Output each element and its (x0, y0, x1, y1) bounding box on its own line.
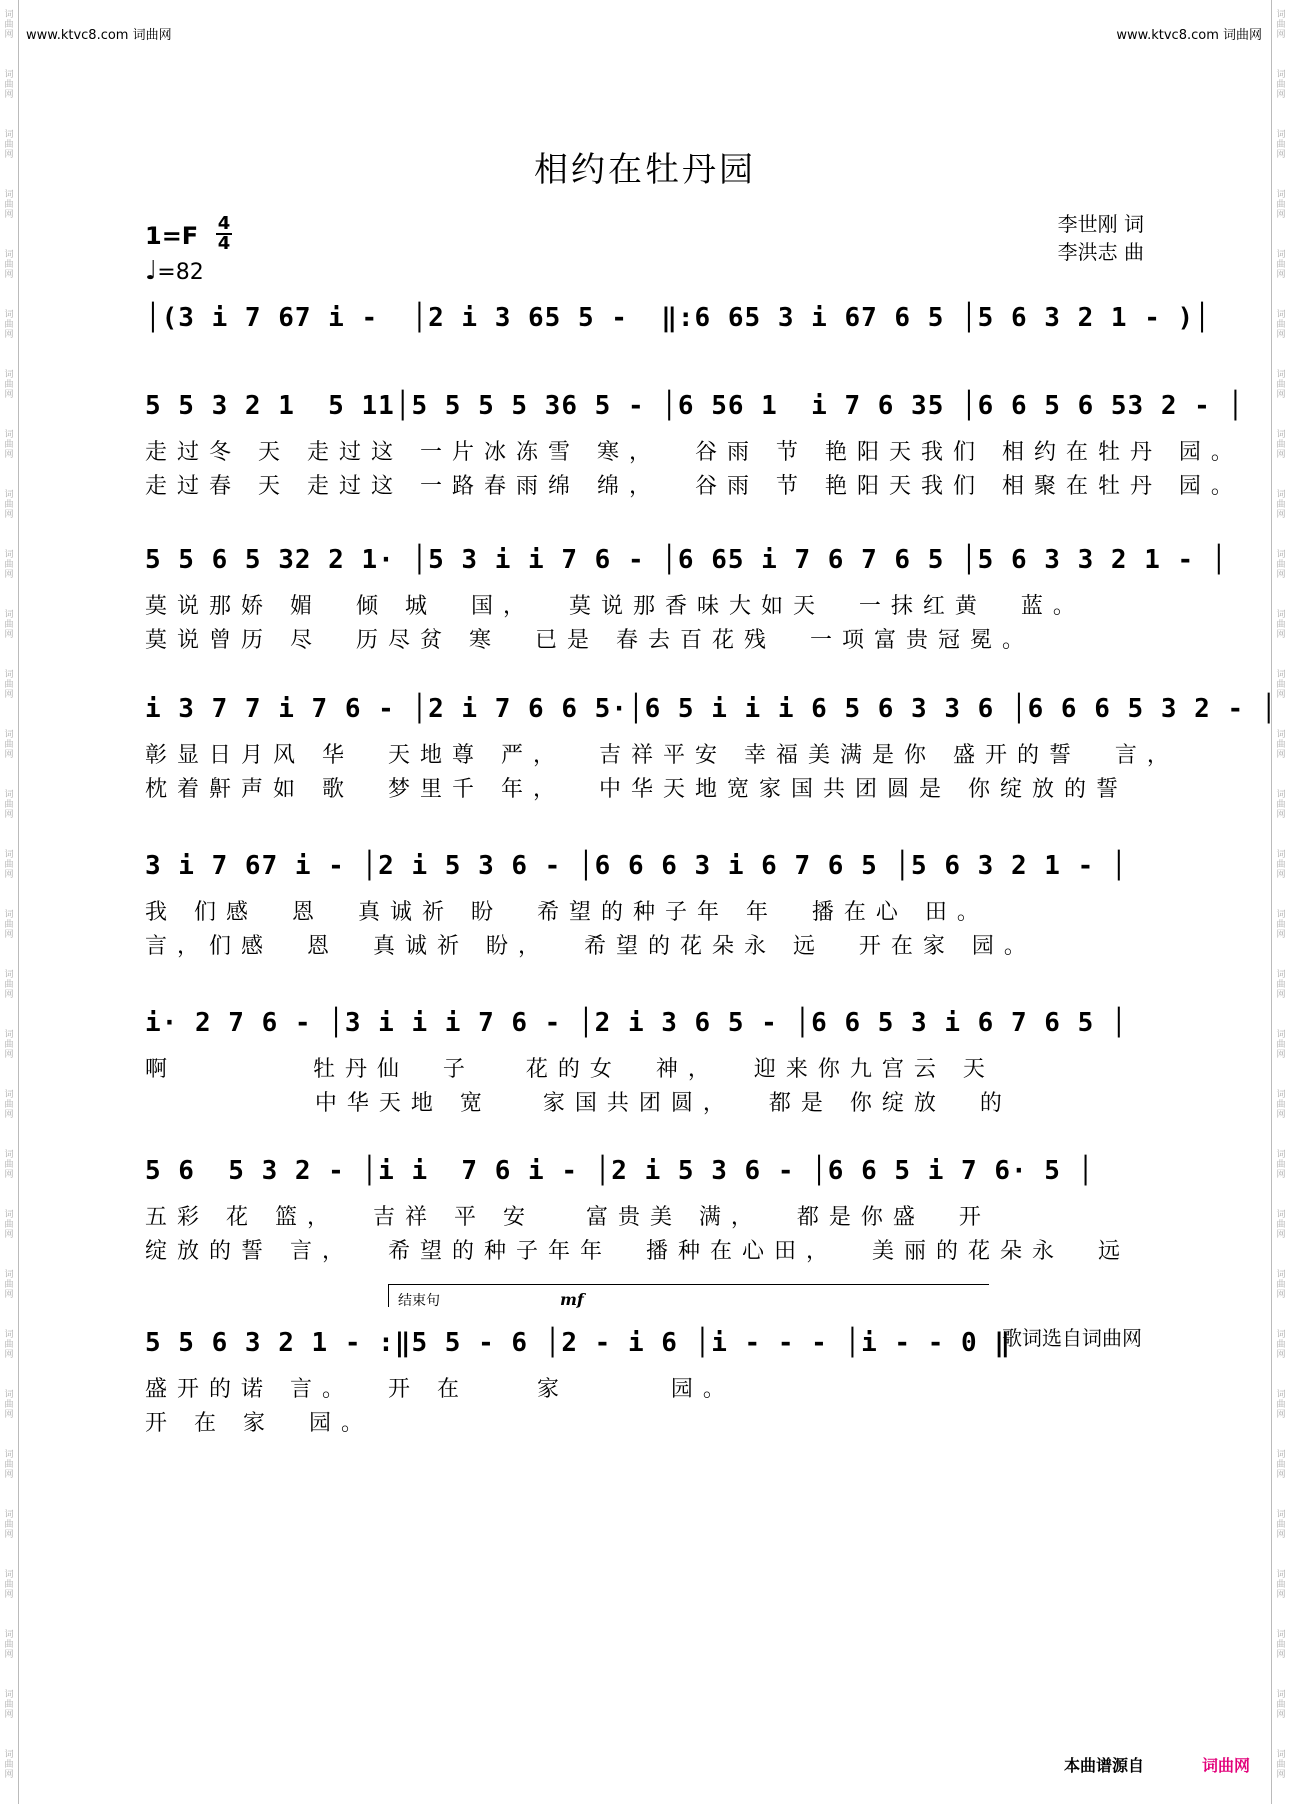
watermark-text: 词 曲 网 (4, 670, 14, 700)
lyrics-verse-1: 走过冬 天 走过这 一片冰冻雪 寒， 谷雨 节 艳阳天我们 相约在牡丹 园。 (145, 440, 1243, 465)
watermark-text: 词 曲 网 (1276, 1270, 1286, 1300)
watermark-text: 词 曲 网 (4, 1630, 14, 1660)
dynamic-marking: mf (560, 1290, 584, 1309)
watermark-text: 词 曲 网 (4, 430, 14, 460)
song-title: 相约在牡丹园 (534, 150, 756, 190)
watermark-text: 词 曲 网 (1276, 1210, 1286, 1240)
lyrics-verse-2: 中华天地 宽 家国共团圆， 都是 你绽放 的 (145, 1091, 1012, 1116)
watermark-text: 词 曲 网 (1276, 790, 1286, 820)
quarter-note-icon: ♩ (145, 256, 158, 286)
lyrics-verse-2: 开 在 家 园。 (145, 1411, 373, 1436)
watermark-text: 词 曲 网 (4, 10, 14, 40)
watermark-text: 词 曲 网 (1276, 1450, 1286, 1480)
watermark-text: 词 曲 网 (1276, 1330, 1286, 1360)
lyrics-verse-2: 枕着鼾声如 歌 梦里千 年， 中华天地宽家国共团圆是 你绽放的誓 (145, 777, 1128, 802)
watermark-text: 词 曲 网 (4, 1090, 14, 1120)
notation-line: 5 5 6 3 2 1 - :‖5 5 - 6 │2 - i 6 │i - - - │i - - 0 ‖ (145, 1328, 1011, 1358)
key-signature: 1=F (145, 222, 199, 250)
notation-line: i 3 7 7 i 7 6 - │2 i 7 6 6 5·│6 5 i i i 6 5 6 3 3 6 │6 6 6 5 3 2 - │ (145, 694, 1278, 724)
watermark-text: 词 曲 网 (1276, 1390, 1286, 1420)
watermark-text: 词 曲 网 (4, 1750, 14, 1780)
watermark-text: 词 曲 网 (1276, 130, 1286, 160)
footer-brand-link[interactable]: 词曲网 (1201, 1756, 1250, 1775)
ending-bracket (388, 1284, 989, 1307)
lyrics-verse-2: 言，们感 恩 真诚祈 盼， 希望的花朵永 远 开在家 园。 (145, 934, 1036, 959)
watermark-text: 词 曲 网 (1276, 430, 1286, 460)
footer (1064, 1753, 1250, 1776)
watermark-text: 词 曲 网 (1276, 610, 1286, 640)
watermark-text: 词 曲 网 (4, 250, 14, 280)
notation-line: 3 i 7 67 i - │2 i 5 3 6 - │6 6 6 3 i 6 7 6 5 │5 6 3 2 1 - │ (145, 851, 1128, 881)
watermark-text: 词 曲 网 (1276, 10, 1286, 40)
watermark-text: 词 曲 网 (4, 1150, 14, 1180)
watermark-text: 词 曲 网 (4, 790, 14, 820)
watermark-text: 词 曲 网 (4, 70, 14, 100)
watermark-text: 词 曲 网 (1276, 910, 1286, 940)
watermark-text: 词 曲 网 (4, 610, 14, 640)
watermark-text: 词 曲 网 (4, 1030, 14, 1060)
site-link-left[interactable]: www.ktvc8.com 词曲网 (26, 28, 172, 43)
watermark-text: 词 曲 网 (1276, 70, 1286, 100)
watermark-text: 词 曲 网 (1276, 850, 1286, 880)
watermark-text: 词 曲 网 (1276, 1090, 1286, 1120)
lyrics-verse-1: 莫说那娇 媚 倾 城 国， 莫说那香味大如天 一抹红黄 蓝。 (145, 594, 1085, 619)
watermark-text: 词 曲 网 (1276, 370, 1286, 400)
watermark-text: 词 曲 网 (1276, 1750, 1286, 1780)
composer-credit: 李洪志 曲 (1057, 240, 1144, 264)
watermark-text: 词 曲 网 (4, 130, 14, 160)
watermark-text: 词 曲 网 (1276, 190, 1286, 220)
watermark-text: 词 曲 网 (4, 370, 14, 400)
source-note: 歌词选自词曲网 (1002, 1326, 1142, 1350)
watermark-text: 词 曲 网 (1276, 490, 1286, 520)
notation-line: i· 2 7 6 - │3 i i i 7 6 - │2 i 3 6 5 - │6 6 5 3 i 6 7 6 5 │ (145, 1008, 1128, 1038)
watermark-text: 词 曲 网 (4, 1390, 14, 1420)
watermark-text: 词 曲 网 (1276, 1690, 1286, 1720)
footer-label: 本曲谱源自 (1063, 1756, 1144, 1775)
lyrics-verse-2: 绽放的誓 言， 希望的种子年年 播种在心田， 美丽的花朵永 远 (145, 1239, 1130, 1264)
watermark-text: 词 曲 网 (1276, 670, 1286, 700)
time-signature (216, 215, 232, 253)
lyricist-credit: 李世刚 词 (1057, 212, 1144, 236)
watermark-text: 词 曲 网 (4, 1510, 14, 1540)
watermark-text: 词 曲 网 (4, 310, 14, 340)
tempo-value: =82 (157, 260, 204, 285)
ending-label: 结束句 (398, 1293, 440, 1309)
lyrics-verse-1: 盛开的诺 言。 开 在 家 园。 (145, 1377, 735, 1402)
notation-line: 5 5 6 5 32 2 1· │5 3 i i 7 6 - │6 65 i 7 6 7 6 5 │5 6 3 3 2 1 - │ (145, 545, 1228, 575)
lyrics-verse-1: 我 们感 恩 真诚祈 盼 希望的种子年 年 播在心 田。 (145, 900, 989, 925)
notation-line: 5 6 5 3 2 - │i i 7 6 i - │2 i 5 3 6 - │6 6 5 i 7 6· 5 │ (145, 1156, 1095, 1186)
watermark-text: 词 曲 网 (1276, 730, 1286, 760)
watermark-text: 词 曲 网 (4, 730, 14, 760)
watermark-text: 词 曲 网 (4, 550, 14, 580)
watermark-text: 词 曲 网 (1276, 250, 1286, 280)
watermark-text: 词 曲 网 (1276, 550, 1286, 580)
watermark-text: 词 曲 网 (4, 190, 14, 220)
lyrics-verse-1: 啊 牡丹仙 子 花的女 神， 迎来你九宫云 天 (145, 1057, 995, 1082)
watermark-text: 词 曲 网 (4, 1270, 14, 1300)
watermark-text: 词 曲 网 (4, 1330, 14, 1360)
watermark-text: 词 曲 网 (4, 910, 14, 940)
notation-line: │(3 i 7 67 i - │2 i 3 65 5 - ‖:6 65 3 i 67 6 5 │5 6 3 2 1 - )│ (145, 303, 1211, 333)
watermark-text: 词 曲 网 (1276, 1150, 1286, 1180)
watermark-text: 词 曲 网 (4, 1210, 14, 1240)
watermark-text: 词 曲 网 (4, 850, 14, 880)
lyrics-verse-1: 五彩 花 篮， 吉祥 平 安 富贵美 满， 都是你盛 开 (145, 1205, 991, 1230)
time-signature-top: 4 (217, 213, 231, 234)
watermark-text: 词 曲 网 (1276, 1510, 1286, 1540)
watermark-text: 词 曲 网 (4, 1570, 14, 1600)
credits (1058, 210, 1144, 266)
lyrics-verse-1: 彰显日月风 华 天地尊 严， 吉祥平安 幸福美满是你 盛开的誓 言， (145, 743, 1179, 768)
watermark-text: 词 曲 网 (1276, 310, 1286, 340)
notation-line: 5 5 3 2 1 5 11│5 5 5 5 36 5 - │6 56 1 i 7 6 35 │6 6 5 6 53 2 - │ (145, 391, 1245, 421)
watermark-text: 词 曲 网 (4, 1450, 14, 1480)
tempo-marking (145, 256, 204, 286)
lyrics-verse-2: 走过春 天 走过这 一路春雨绵 绵， 谷雨 节 艳阳天我们 相聚在牡丹 园。 (145, 474, 1243, 499)
site-link-right[interactable]: www.ktvc8.com 词曲网 (1116, 28, 1262, 43)
lyrics-verse-2: 莫说曾历 尽 历尽贫 寒 已是 春去百花残 一项富贵冠冕。 (145, 628, 1034, 653)
watermark-text: 词 曲 网 (1276, 970, 1286, 1000)
time-signature-bottom: 4 (217, 233, 231, 254)
watermark-text: 词 曲 网 (1276, 1630, 1286, 1660)
watermark-text: 词 曲 网 (4, 970, 14, 1000)
watermark-text: 词 曲 网 (4, 1690, 14, 1720)
watermark-text: 词 曲 网 (1276, 1570, 1286, 1600)
watermark-text: 词 曲 网 (4, 490, 14, 520)
watermark-text: 词 曲 网 (1276, 1030, 1286, 1060)
